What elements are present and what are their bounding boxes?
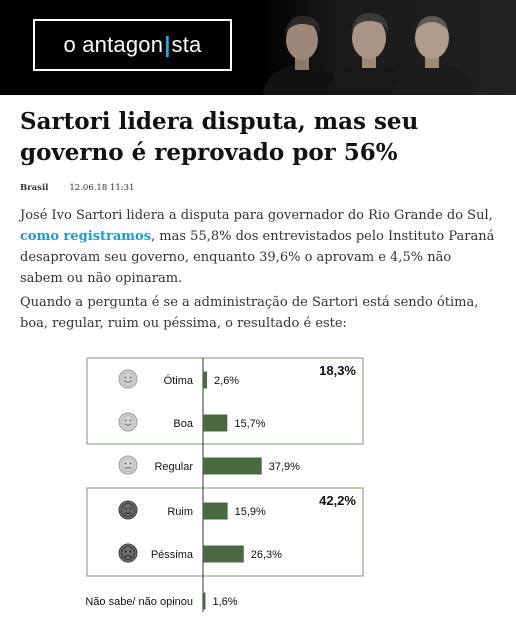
logo-text-left: o antagon <box>63 32 164 57</box>
article-paragraph-2: Quando a pergunta é se a administração de Sartori está sendo ótima, boa, regular, ruim ou péssima, o resultado é este: <box>20 295 479 331</box>
como-registramos-link[interactable]: como registramos <box>20 229 152 244</box>
data-label: 2,6% <box>214 375 240 387</box>
bar <box>203 593 205 610</box>
bar <box>203 503 228 520</box>
data-label: 15,9% <box>234 506 266 518</box>
group-total-label-1: 18,3% <box>319 363 356 378</box>
sad-face-icon <box>119 501 137 519</box>
bar <box>203 415 227 432</box>
category-label: Ruim <box>167 506 193 518</box>
data-label: 26,3% <box>250 549 282 561</box>
section-label[interactable]: Brasil <box>20 183 49 193</box>
neutral-face-icon <box>119 456 137 474</box>
data-label: 37,9% <box>268 461 300 473</box>
group-total-label-2: 42,2% <box>319 493 356 508</box>
category-label: Ótima <box>163 375 193 387</box>
data-label: 1,6% <box>212 596 238 608</box>
category-label: Regular <box>154 461 193 473</box>
smile-face-icon <box>119 413 137 431</box>
very-sad-face-icon <box>119 544 137 562</box>
article-timestamp: 12.06.18 11:31 <box>69 183 135 193</box>
data-label: 15,7% <box>234 418 266 430</box>
logo-bar: | <box>164 32 171 57</box>
category-label: Não sabe/ não opinou <box>85 596 193 608</box>
logo-text-right: sta <box>171 32 202 57</box>
category-label: Boa <box>173 418 193 430</box>
bar <box>203 458 262 475</box>
happy-face-icon <box>119 370 137 388</box>
category-label: Péssima <box>150 549 193 561</box>
p1-text-before: José Ivo Sartori lidera a disputa para governador do Rio Grande do Sul, <box>20 208 493 223</box>
article-headline: Sartori lidera disputa, mas seu governo é reprovado por 56% <box>20 108 419 166</box>
p1-text-after: , mas 55,8% dos entrevistados pelo Instituto Paraná desaprovam seu governo, enquanto 39,6% o aprovam e 4,5% não sabem ou não opinaram. <box>20 229 495 286</box>
bar <box>203 372 207 389</box>
bar <box>203 546 244 563</box>
